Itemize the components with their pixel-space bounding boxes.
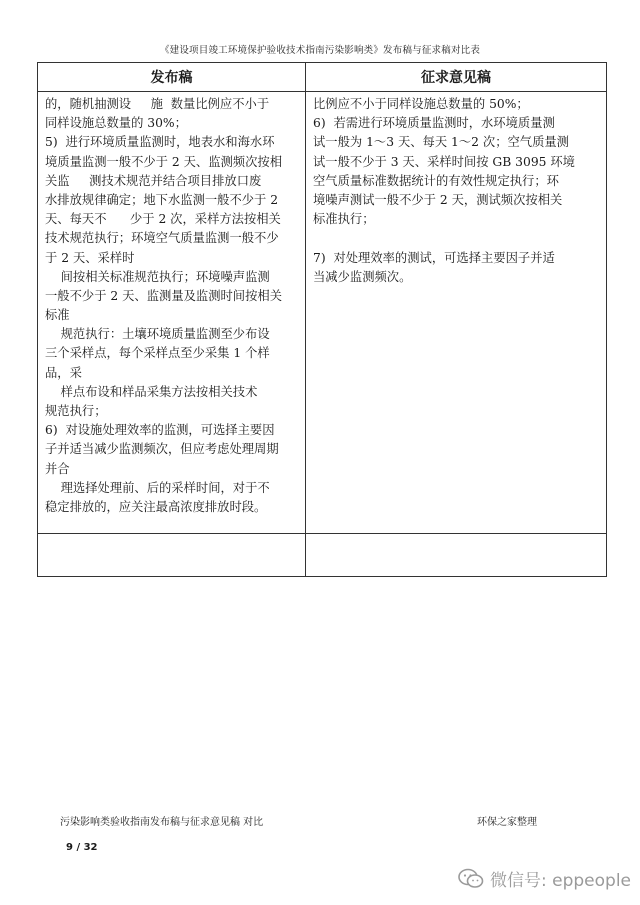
table-row-empty	[38, 534, 607, 577]
watermark-text: 微信号: eppeople	[490, 871, 632, 891]
comparison-table	[37, 62, 607, 577]
text-line	[313, 229, 600, 248]
footer-title: 污染影响类验收指南发布稿与征求意见稿 对比	[60, 817, 264, 828]
text-line: 标准	[45, 308, 70, 323]
wechat-icon	[458, 868, 484, 890]
text-line: 境噪声测试一般不少于 2 天，测试频次按相关	[313, 192, 563, 207]
text-line: 稳定排放的，应关注最高浓度排放时段。	[45, 499, 267, 514]
footer-credit: 环保之家整理	[477, 817, 537, 828]
text-line: 子并适当减少监测频次，但应考虑处理周期	[45, 442, 279, 457]
column-header-draft: 征求意见稿	[306, 63, 607, 92]
text-line: 天、每天不 少于 2 次，采样方法按相关	[45, 212, 281, 227]
text-line: 5) 进行环境质量监测时，地表水和海水环	[45, 135, 275, 150]
text-line: 标准执行；	[313, 212, 375, 227]
text-line: 技术规范执行；环境空气质量监测一般不少	[45, 231, 279, 246]
table-header-row	[38, 63, 607, 92]
text-line: 6) 对设施处理效率的监测，可选择主要因	[45, 423, 275, 438]
page-number: 9 / 32	[66, 842, 98, 853]
text-line: 试一般不少于 3 天、采样时间按 GB 3095 环境	[313, 154, 575, 169]
text-line: 试一般为 1～3 天、每天 1～2 次；空气质量测	[313, 135, 569, 150]
text-line: 于 2 天、采样时	[45, 250, 135, 265]
empty-cell-left	[38, 534, 306, 577]
text-line: 并合	[45, 461, 70, 476]
draft-text	[306, 92, 606, 287]
text-line: 间按相关标准规范执行；环境噪声监测	[45, 269, 270, 284]
text-line: 同样设施总数量的 30%；	[45, 116, 187, 131]
text-line: 的，随机抽测设 施 数量比例应不小于	[45, 97, 270, 111]
table-row	[38, 92, 607, 534]
text-line: 比例应不小于同样设施总数量的 50%；	[313, 97, 529, 111]
text-line: 6) 若需进行环境质量监测时，水环境质量测	[313, 116, 555, 131]
draft-cell	[306, 92, 607, 534]
text-line: 三个采样点，每个采样点至少采集 1 个样	[45, 346, 270, 361]
text-line: 规范执行：土壤环境质量监测至少布设	[45, 327, 270, 342]
text-line: 品，采	[45, 365, 82, 380]
empty-cell-right	[306, 534, 607, 577]
text-line: 7) 对处理效率的测试，可选择主要因子并适	[313, 250, 555, 265]
text-line: 境质量监测一般不少于 2 天、监测频次按相	[45, 154, 282, 169]
text-line: 空气质量标准数据统计的有效性规定执行；环	[313, 173, 559, 188]
text-line: 当减少监测频次。	[313, 269, 412, 284]
column-header-published: 发布稿	[38, 63, 306, 92]
published-cell	[38, 92, 306, 534]
page-header: 《建设项目竣工环境保护验收技术指南污染影响类》发布稿与征求稿对比表	[159, 45, 481, 56]
text-line: 规范执行；	[45, 404, 107, 418]
text-line: 理选择处理前、后的采样时间，对于不	[45, 480, 270, 495]
text-line: 水排放规律确定；地下水监测一般不少于 2	[45, 192, 279, 207]
text-line: 关监 测技术规范并结合项目排放口废	[45, 173, 262, 188]
text-line: 一般不少于 2 天、监测量及监测时间按相关	[45, 288, 282, 303]
watermark	[458, 866, 631, 891]
text-line: 样点布设和样品采集方法按相关技术	[45, 384, 258, 399]
published-text	[38, 92, 305, 517]
